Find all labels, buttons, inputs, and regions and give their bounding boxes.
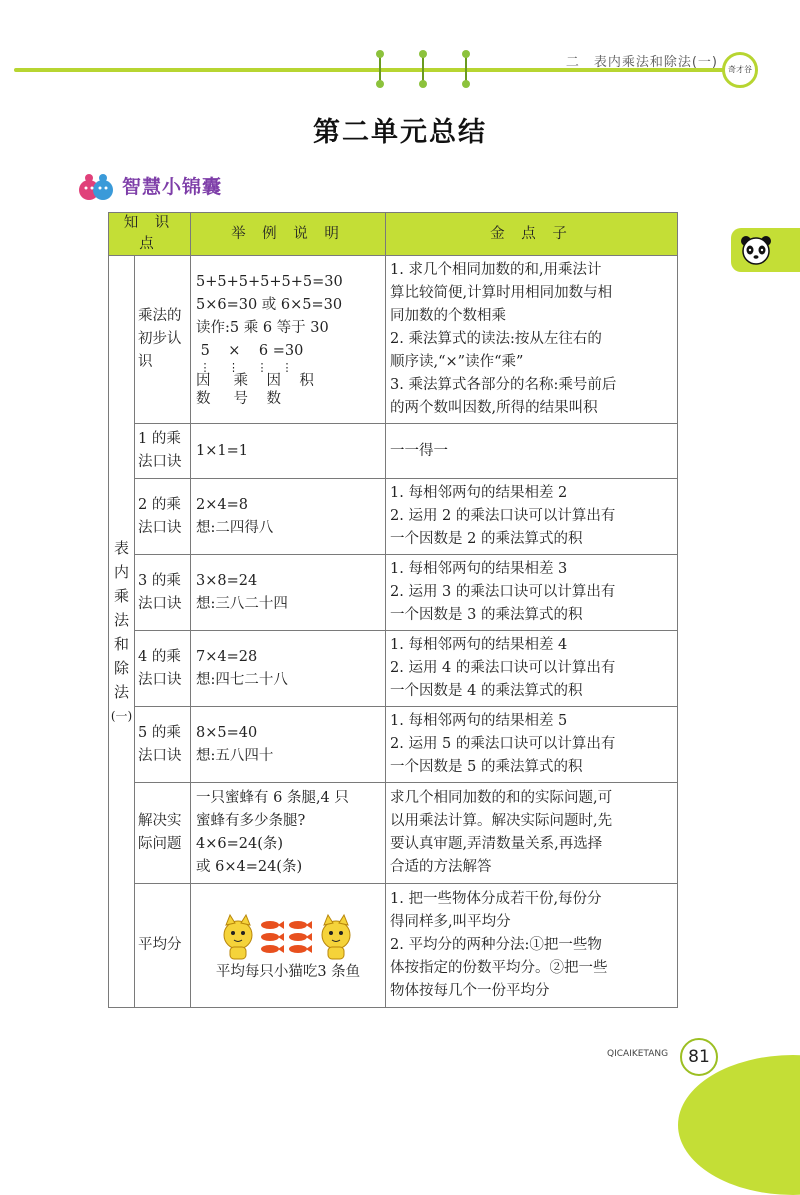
column-header: 举 例 说 明: [191, 213, 386, 256]
topic-cell: 4 的乘 法口诀: [135, 631, 191, 707]
table-row: [109, 555, 678, 631]
tip-cell: 1. 每相邻两句的结果相差 2 2. 运用 2 的乘法口诀可以计算出有 一个因数是 2 的乘法算式的积: [386, 479, 678, 555]
topic-cell: 5 的乘 法口诀: [135, 707, 191, 783]
fish-icon: [261, 921, 312, 953]
footer-brand: QICAIKETANG: [607, 1049, 669, 1059]
tip-cell: 求几个相同加数的和的实际问题,可 以用乘法计算。解决实际问题时,先 要认真审题,弄清数量关系,再选择 合适的方法解答: [386, 783, 678, 884]
example-cell: 2×4=8 想:二四得八: [191, 479, 386, 555]
page-number: 81: [680, 1038, 718, 1076]
tip-cell: 1. 把一些物体分成若干份,每份分 得同样多,叫平均分 2. 平均分的两种分法:①把一些物 体按指定的份数平均分。②把一些 物体按每几个一份平均分: [386, 884, 678, 1008]
example-cell: 5+5+5+5+5+5=30 5×6=30 或 6×5=30 读作:5 乘 6 等于 30 5 × 6 =30 ⋮ ⋮ ⋮ ⋮ 因 乘 因 积 数 号 数: [191, 256, 386, 424]
cats-and-fish-illustration: [218, 913, 358, 961]
footer-decoration: [678, 1055, 800, 1195]
topic-cell: 2 的乘 法口诀: [135, 479, 191, 555]
brand-badge: 奇才谷: [722, 52, 758, 88]
topic-cell: 乘法的 初步认 识: [135, 256, 191, 424]
example-cell: 平均每只小猫吃3 条鱼: [191, 884, 386, 1008]
section-title: 智慧小锦囊: [122, 176, 223, 198]
example-cell: 1×1=1: [191, 424, 386, 479]
table-header-row: [109, 213, 678, 256]
table-row: [109, 884, 678, 1008]
panda-icon: [739, 233, 773, 267]
topic-cell: 平均分: [135, 884, 191, 1008]
tip-cell: 一一得一: [386, 424, 678, 479]
column-header: 金 点 子: [386, 213, 678, 256]
group-label: 表 内 乘 法 和 除 法 (一): [109, 256, 135, 1008]
header-ornament: [419, 50, 427, 88]
table-row: [109, 256, 678, 424]
chapter-side-tab: [731, 228, 800, 272]
table-row: [109, 707, 678, 783]
tip-cell: 1. 每相邻两句的结果相差 5 2. 运用 5 的乘法口诀可以计算出有 一个因数是 5 的乘法算式的积: [386, 707, 678, 783]
header-ornament: [376, 50, 384, 88]
example-cell: 3×8=24 想:三八二十四: [191, 555, 386, 631]
table-row: [109, 783, 678, 884]
table-row: [109, 424, 678, 479]
cat-icon: [322, 915, 350, 959]
table-row: [109, 479, 678, 555]
header-ornament: [462, 50, 470, 88]
table-row: [109, 631, 678, 707]
lucky-bag-icon: [76, 168, 116, 202]
cat-icon: [224, 915, 252, 959]
tip-cell: 1. 每相邻两句的结果相差 4 2. 运用 4 的乘法口诀可以计算出有 一个因数是 4 的乘法算式的积: [386, 631, 678, 707]
topic-cell: 1 的乘 法口诀: [135, 424, 191, 479]
column-header: 知 识 点: [109, 213, 191, 256]
summary-table: [108, 212, 678, 1008]
chapter-header: 二 表内乘法和除法(一): [565, 55, 718, 70]
topic-cell: 3 的乘 法口诀: [135, 555, 191, 631]
tip-cell: 1. 求几个相同加数的和,用乘法计 算比较简便,计算时用相同加数与相 同加数的个数相乘 2. 乘法算式的读法:按从左往右的 顺序读,“×”读作“乘” 3. 乘法算式各部分的名称:乘号前后 的两个数叫因数,所得的结果叫积: [386, 256, 678, 424]
tip-cell: 1. 每相邻两句的结果相差 3 2. 运用 3 的乘法口诀可以计算出有 一个因数是 3 的乘法算式的积: [386, 555, 678, 631]
example-cell: 一只蜜蜂有 6 条腿,4 只 蜜蜂有多少条腿? 4×6=24(条) 或 6×4=24(条): [191, 783, 386, 884]
page-title: 第二单元总结: [313, 117, 487, 148]
example-cell: 7×4=28 想:四七二十八: [191, 631, 386, 707]
topic-cell: 解决实 际问题: [135, 783, 191, 884]
example-cell: 8×5=40 想:五八四十: [191, 707, 386, 783]
